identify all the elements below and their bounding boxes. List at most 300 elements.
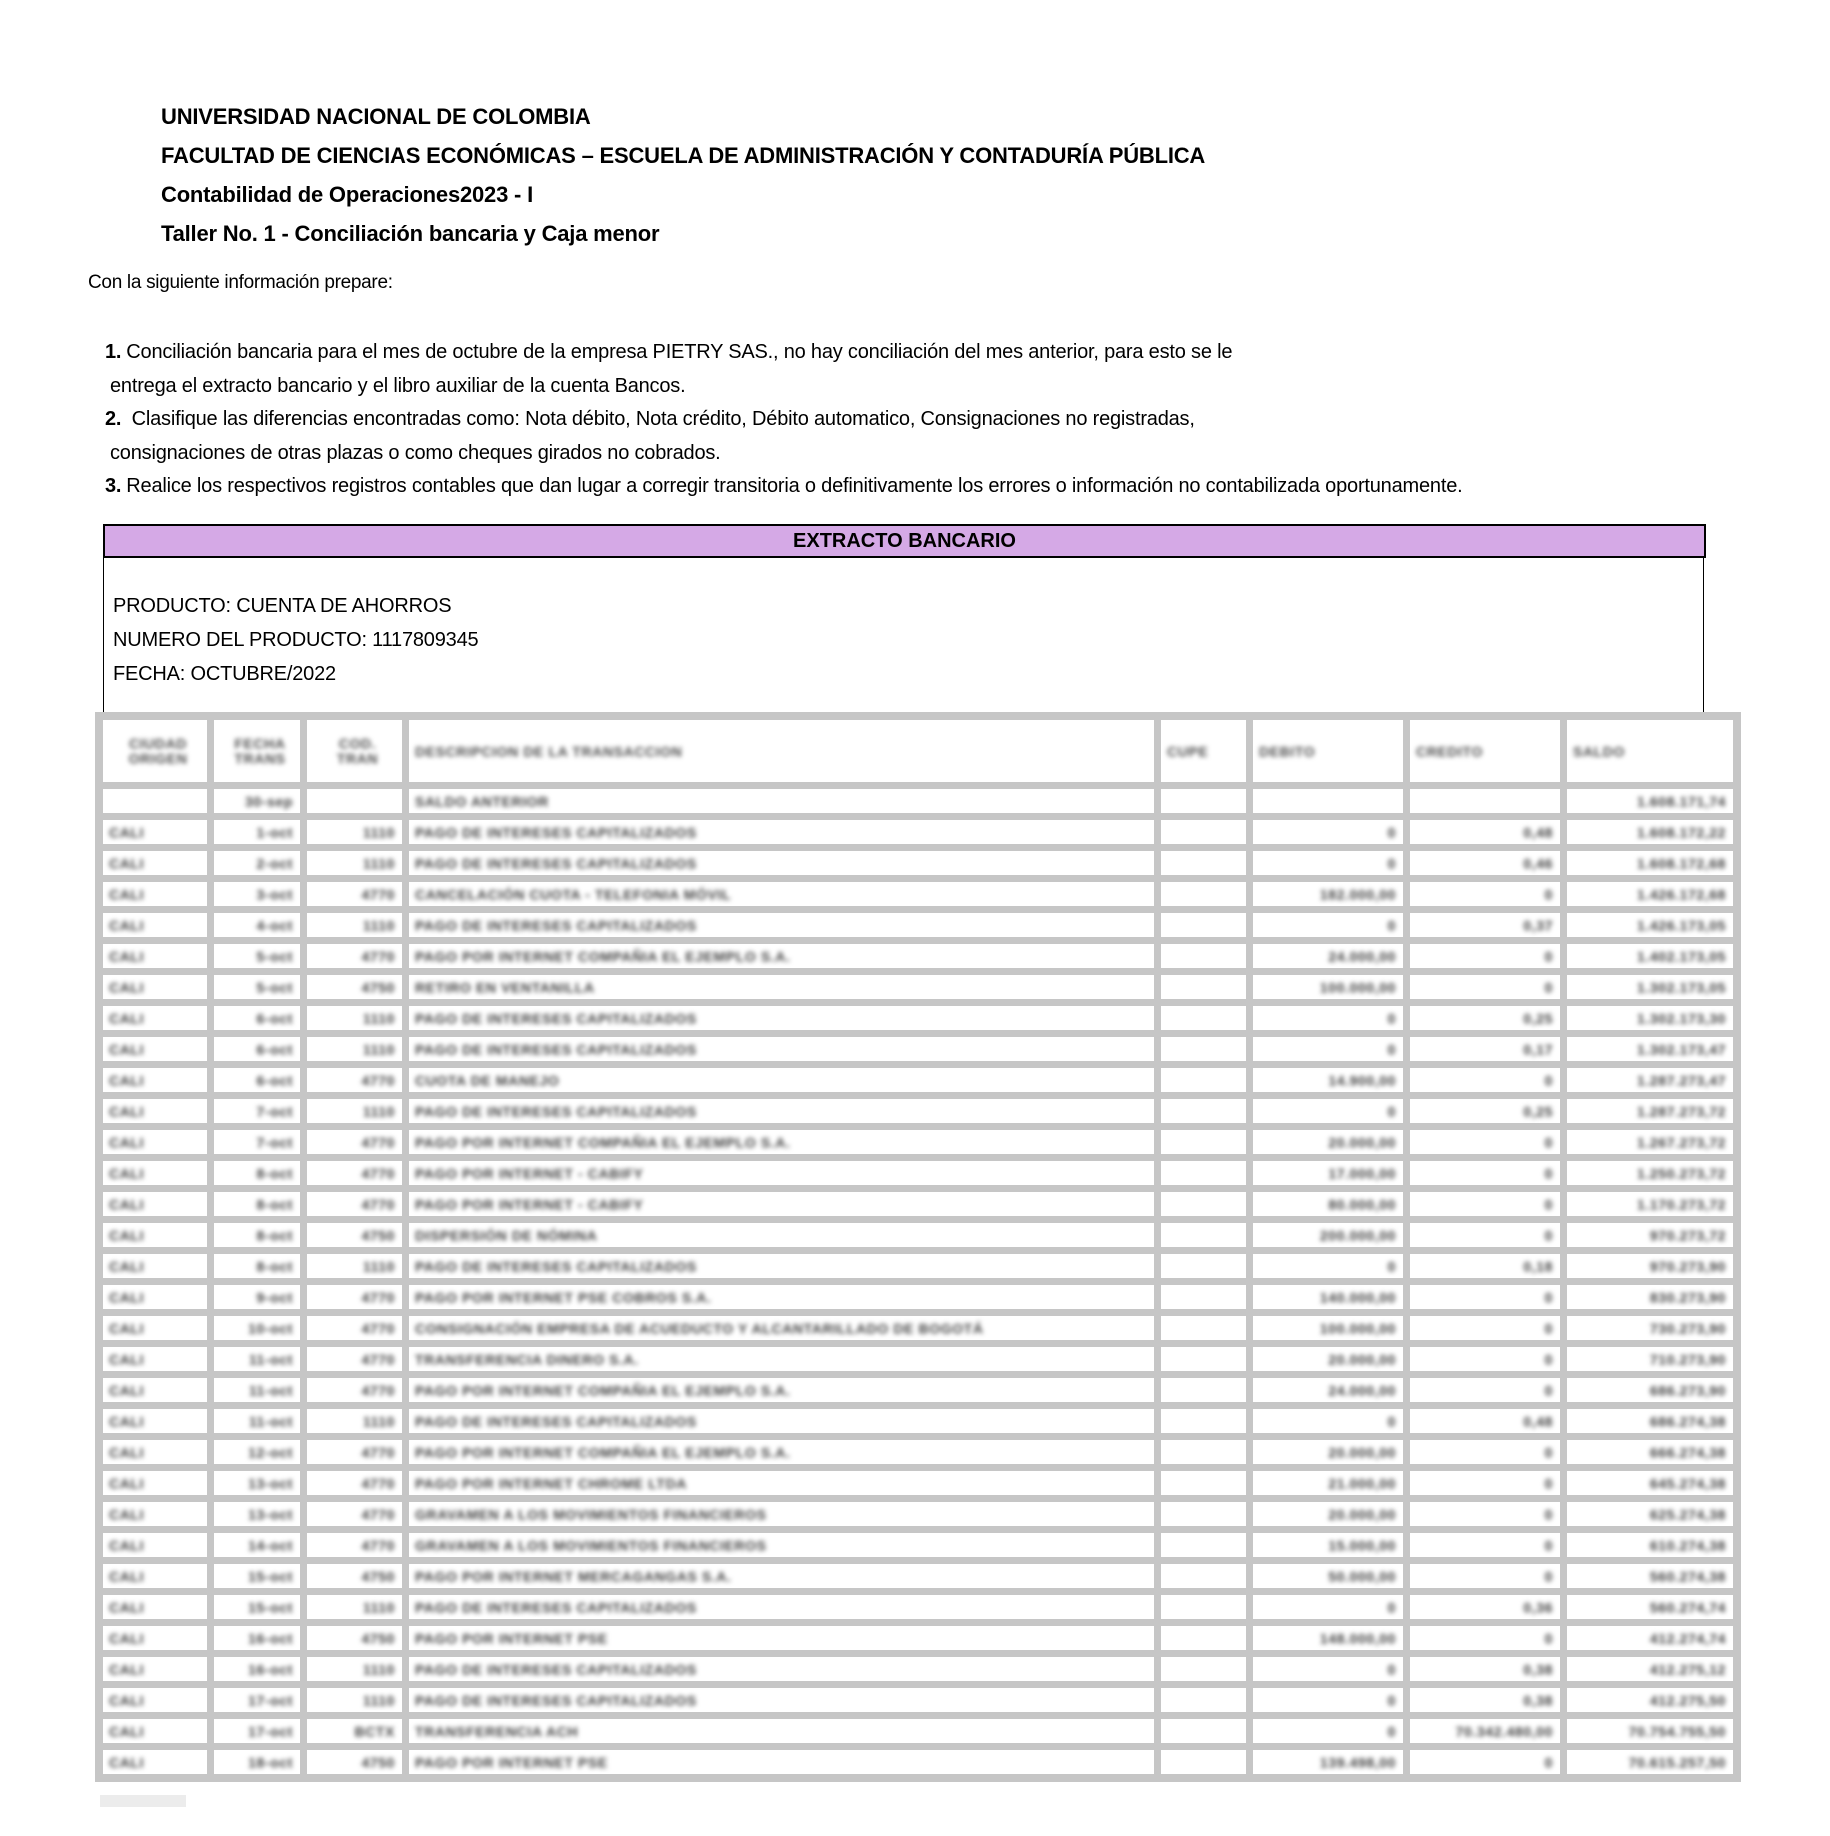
cell-saldo: 1.250.273,72 xyxy=(1567,1161,1733,1185)
cell-cupe xyxy=(1161,1719,1246,1743)
university-title: UNIVERSIDAD NACIONAL DE COLOMBIA xyxy=(161,104,591,129)
document-header xyxy=(161,104,1205,260)
cell-credito xyxy=(1410,789,1560,813)
table-row xyxy=(103,1533,1733,1557)
cell-debito: 0 xyxy=(1253,1657,1403,1681)
cell-cupe xyxy=(1161,1099,1246,1123)
cell-saldo: 1.608.172,68 xyxy=(1567,851,1733,875)
cell-fecha: 11-oct xyxy=(214,1378,300,1402)
cell-credito: 0,38 xyxy=(1410,1657,1560,1681)
cell-fecha: 11-oct xyxy=(214,1409,300,1433)
cell-debito: 21.000,00 xyxy=(1253,1471,1403,1495)
cell-ciudad: CALI xyxy=(103,851,207,875)
cell-fecha: 17-oct xyxy=(214,1719,300,1743)
cell-cod: 4750 xyxy=(307,1750,402,1774)
cell-saldo: 1.426.173,05 xyxy=(1567,913,1733,937)
table-body xyxy=(103,789,1733,1774)
cell-cod: 4770 xyxy=(307,1068,402,1092)
cell-saldo: 1.302.173,30 xyxy=(1567,1006,1733,1030)
cell-cupe xyxy=(1161,1533,1246,1557)
cell-cupe xyxy=(1161,1688,1246,1712)
cell-credito: 0,46 xyxy=(1410,851,1560,875)
cell-cupe xyxy=(1161,1471,1246,1495)
cell-descripcion: GRAVAMEN A LOS MOVIMIENTOS FINANCIEROS xyxy=(409,1502,1154,1526)
cell-saldo: 666.274,38 xyxy=(1567,1440,1733,1464)
cell-cupe xyxy=(1161,975,1246,999)
cell-cod: 1110 xyxy=(307,1006,402,1030)
cell-cupe xyxy=(1161,1068,1246,1092)
table-row xyxy=(103,1006,1733,1030)
cell-fecha: 8-oct xyxy=(214,1223,300,1247)
header-cod-tran: COD. TRAN xyxy=(307,720,402,782)
artifact-smudge xyxy=(100,1795,186,1807)
header-descripcion: DESCRIPCION DE LA TRANSACCION xyxy=(409,720,1154,782)
cell-credito: 0 xyxy=(1410,1192,1560,1216)
cell-saldo: 970.273,90 xyxy=(1567,1254,1733,1278)
cell-ciudad: CALI xyxy=(103,1471,207,1495)
cell-credito: 0 xyxy=(1410,1068,1560,1092)
table-row xyxy=(103,1440,1733,1464)
cell-credito: 0 xyxy=(1410,882,1560,906)
cell-cupe xyxy=(1161,1440,1246,1464)
cell-cod: 1110 xyxy=(307,1657,402,1681)
cell-descripcion: TRANSFERENCIA ACH xyxy=(409,1719,1154,1743)
cell-credito: 0 xyxy=(1410,1223,1560,1247)
instruction-line xyxy=(105,403,1705,437)
cell-fecha: 16-oct xyxy=(214,1626,300,1650)
cell-descripcion: PAGO DE INTERESES CAPITALIZADOS xyxy=(409,1688,1154,1712)
cell-cod: 1110 xyxy=(307,1254,402,1278)
cell-cod: 4770 xyxy=(307,1471,402,1495)
cell-credito: 70.342.480,00 xyxy=(1410,1719,1560,1743)
cell-cod: 1110 xyxy=(307,1595,402,1619)
cell-debito: 139.498,00 xyxy=(1253,1750,1403,1774)
cell-saldo: 1.170.273,72 xyxy=(1567,1192,1733,1216)
cell-cupe xyxy=(1161,1161,1246,1185)
cell-cupe xyxy=(1161,1285,1246,1309)
cell-cupe xyxy=(1161,882,1246,906)
cell-ciudad: CALI xyxy=(103,1502,207,1526)
course-title: Contabilidad de Operaciones2023 - I xyxy=(161,182,533,207)
cell-credito: 0,25 xyxy=(1410,1099,1560,1123)
cell-cod: 1110 xyxy=(307,1037,402,1061)
cell-cod: 4750 xyxy=(307,1564,402,1588)
cell-credito: 0 xyxy=(1410,1564,1560,1588)
cell-credito: 0 xyxy=(1410,1440,1560,1464)
cell-ciudad: CALI xyxy=(103,1564,207,1588)
table-row xyxy=(103,944,1733,968)
cell-credito: 0 xyxy=(1410,1285,1560,1309)
table-row xyxy=(103,1378,1733,1402)
cell-debito: 0 xyxy=(1253,1006,1403,1030)
cell-ciudad: CALI xyxy=(103,1533,207,1557)
instruction-text: Realice los respectivos registros contables que dan lugar a corregir transitoria o definitivamente los errores o información no contabilizada oportunamente. xyxy=(126,475,1463,497)
cell-descripcion: PAGO DE INTERESES CAPITALIZADOS xyxy=(409,1254,1154,1278)
cell-cod: 4770 xyxy=(307,1502,402,1526)
cell-saldo: 970.273,72 xyxy=(1567,1223,1733,1247)
cell-debito: 20.000,00 xyxy=(1253,1347,1403,1371)
cell-cupe xyxy=(1161,1626,1246,1650)
cell-saldo: 1.302.173,05 xyxy=(1567,975,1733,999)
cell-cupe xyxy=(1161,1254,1246,1278)
instruction-number: 3. xyxy=(105,475,122,497)
cell-ciudad: CALI xyxy=(103,975,207,999)
cell-cod: 4750 xyxy=(307,975,402,999)
cell-debito: 0 xyxy=(1253,1409,1403,1433)
extracto-bancario-banner xyxy=(103,524,1706,558)
cell-descripcion: DISPERSIÓN DE NÓMINA xyxy=(409,1223,1154,1247)
cell-descripcion: PAGO DE INTERESES CAPITALIZADOS xyxy=(409,851,1154,875)
table-row xyxy=(103,1254,1733,1278)
cell-fecha: 14-oct xyxy=(214,1533,300,1557)
cell-debito: 24.000,00 xyxy=(1253,1378,1403,1402)
cell-saldo: 70.615.257,50 xyxy=(1567,1750,1733,1774)
cell-fecha: 6-oct xyxy=(214,1006,300,1030)
cell-cupe xyxy=(1161,1037,1246,1061)
cell-ciudad: CALI xyxy=(103,1750,207,1774)
table-row xyxy=(103,1223,1733,1247)
cell-descripcion: PAGO DE INTERESES CAPITALIZADOS xyxy=(409,913,1154,937)
cell-fecha: 15-oct xyxy=(214,1564,300,1588)
cell-debito: 0 xyxy=(1253,913,1403,937)
cell-cupe xyxy=(1161,851,1246,875)
cell-credito: 0,25 xyxy=(1410,1006,1560,1030)
cell-fecha: 12-oct xyxy=(214,1440,300,1464)
cell-debito: 0 xyxy=(1253,851,1403,875)
instructions-list xyxy=(105,336,1705,504)
table-row xyxy=(103,1750,1733,1774)
cell-cupe xyxy=(1161,1750,1246,1774)
instruction-line xyxy=(105,437,1705,471)
cell-debito: 0 xyxy=(1253,1099,1403,1123)
cell-credito: 0 xyxy=(1410,1161,1560,1185)
cell-fecha: 10-oct xyxy=(214,1316,300,1340)
cell-fecha: 5-oct xyxy=(214,975,300,999)
cell-cod: 1110 xyxy=(307,820,402,844)
cell-descripcion: PAGO DE INTERESES CAPITALIZADOS xyxy=(409,1595,1154,1619)
cell-debito: 100.000,00 xyxy=(1253,1316,1403,1340)
cell-cod: 4770 xyxy=(307,1378,402,1402)
extracto-bancario-title: EXTRACTO BANCARIO xyxy=(793,529,1016,552)
cell-saldo: 560.274,74 xyxy=(1567,1595,1733,1619)
cell-saldo: 560.274,38 xyxy=(1567,1564,1733,1588)
cell-cupe xyxy=(1161,1316,1246,1340)
cell-saldo: 1.402.173,05 xyxy=(1567,944,1733,968)
cell-descripcion: TRANSFERENCIA DINERO S.A. xyxy=(409,1347,1154,1371)
cell-descripcion: PAGO POR INTERNET - CABIFY xyxy=(409,1192,1154,1216)
table-row xyxy=(103,789,1733,813)
instruction-text: Conciliación bancaria para el mes de octubre de la empresa PIETRY SAS., no hay conciliación del mes anterior, para esto se le xyxy=(126,341,1233,363)
table-row xyxy=(103,820,1733,844)
table-row xyxy=(103,913,1733,937)
table-row xyxy=(103,1285,1733,1309)
cell-credito: 0 xyxy=(1410,1626,1560,1650)
cell-descripcion: PAGO DE INTERESES CAPITALIZADOS xyxy=(409,1409,1154,1433)
cell-credito: 0,38 xyxy=(1410,1688,1560,1712)
table-row xyxy=(103,1192,1733,1216)
cell-saldo: 625.274,38 xyxy=(1567,1502,1733,1526)
cell-descripcion: PAGO POR INTERNET MERCAGANGAS S.A. xyxy=(409,1564,1154,1588)
cell-debito: 24.000,00 xyxy=(1253,944,1403,968)
cell-cupe xyxy=(1161,1409,1246,1433)
cell-ciudad xyxy=(103,789,207,813)
cell-ciudad: CALI xyxy=(103,1006,207,1030)
header-fecha-trans: FECHA TRANS xyxy=(214,720,300,782)
cell-ciudad: CALI xyxy=(103,1347,207,1371)
cell-ciudad: CALI xyxy=(103,1657,207,1681)
table-row xyxy=(103,1409,1733,1433)
cell-ciudad: CALI xyxy=(103,1254,207,1278)
cell-descripcion: PAGO POR INTERNET COMPAÑIA EL EJEMPLO S.A. xyxy=(409,1440,1154,1464)
cell-descripcion: PAGO POR INTERNET COMPAÑIA EL EJEMPLO S.A. xyxy=(409,944,1154,968)
cell-ciudad: CALI xyxy=(103,1595,207,1619)
numero-producto-line: NUMERO DEL PRODUCTO: 1117809345 xyxy=(113,629,479,651)
cell-saldo: 1.287.273,47 xyxy=(1567,1068,1733,1092)
cell-credito: 0 xyxy=(1410,1471,1560,1495)
cell-fecha: 6-oct xyxy=(214,1037,300,1061)
cell-cod: 1110 xyxy=(307,851,402,875)
table-row xyxy=(103,1626,1733,1650)
cell-debito: 20.000,00 xyxy=(1253,1440,1403,1464)
cell-descripcion: PAGO DE INTERESES CAPITALIZADOS xyxy=(409,1037,1154,1061)
fecha-line: FECHA: OCTUBRE/2022 xyxy=(113,663,336,685)
cell-cod: 4770 xyxy=(307,882,402,906)
cell-cod: 1110 xyxy=(307,1688,402,1712)
cell-saldo: 1.426.172,68 xyxy=(1567,882,1733,906)
instruction-text: entrega el extracto bancario y el libro auxiliar de la cuenta Bancos. xyxy=(110,374,686,397)
cell-credito: 0 xyxy=(1410,1502,1560,1526)
cell-cod: 4770 xyxy=(307,1285,402,1309)
cell-saldo: 1.287.273,72 xyxy=(1567,1099,1733,1123)
cell-credito: 0,48 xyxy=(1410,1409,1560,1433)
cell-fecha: 11-oct xyxy=(214,1347,300,1371)
cell-descripcion: RETIRO EN VENTANILLA xyxy=(409,975,1154,999)
cell-fecha: 2-oct xyxy=(214,851,300,875)
producto-line: PRODUCTO: CUENTA DE AHORROS xyxy=(113,595,452,617)
cell-credito: 0,48 xyxy=(1410,820,1560,844)
cell-cupe xyxy=(1161,1657,1246,1681)
table-row xyxy=(103,975,1733,999)
table-row xyxy=(103,851,1733,875)
cell-saldo: 412.275,50 xyxy=(1567,1688,1733,1712)
cell-cod: 4750 xyxy=(307,1626,402,1650)
instruction-text: consignaciones de otras plazas o como cheques girados no cobrados. xyxy=(110,441,721,464)
cell-descripcion: PAGO DE INTERESES CAPITALIZADOS xyxy=(409,1657,1154,1681)
cell-descripcion: PAGO DE INTERESES CAPITALIZADOS xyxy=(409,1099,1154,1123)
cell-fecha: 1-oct xyxy=(214,820,300,844)
cell-ciudad: CALI xyxy=(103,1285,207,1309)
cell-debito: 20.000,00 xyxy=(1253,1130,1403,1154)
cell-fecha: 16-oct xyxy=(214,1657,300,1681)
cell-cupe xyxy=(1161,1595,1246,1619)
cell-descripcion: PAGO POR INTERNET PSE xyxy=(409,1750,1154,1774)
bank-statement-table xyxy=(95,712,1741,1782)
cell-descripcion: PAGO POR INTERNET - CABIFY xyxy=(409,1161,1154,1185)
cell-debito xyxy=(1253,789,1403,813)
cell-saldo: 686.273,90 xyxy=(1567,1378,1733,1402)
header-ciudad-origen: CIUDAD ORIGEN xyxy=(103,720,207,782)
table-row xyxy=(103,1595,1733,1619)
cell-cod: 1110 xyxy=(307,1099,402,1123)
cell-debito: 80.000,00 xyxy=(1253,1192,1403,1216)
cell-cod xyxy=(307,789,402,813)
cell-cod: 4770 xyxy=(307,1192,402,1216)
table-row xyxy=(103,1471,1733,1495)
cell-fecha: 15-oct xyxy=(214,1595,300,1619)
cell-cupe xyxy=(1161,789,1246,813)
instruction-number: 1. xyxy=(105,341,122,363)
table-row xyxy=(103,1161,1733,1185)
cell-debito: 0 xyxy=(1253,1719,1403,1743)
table-row xyxy=(103,1502,1733,1526)
table-row xyxy=(103,1099,1733,1123)
cell-ciudad: CALI xyxy=(103,1688,207,1712)
cell-cupe xyxy=(1161,1564,1246,1588)
cell-saldo: 830.273,90 xyxy=(1567,1285,1733,1309)
instruction-number: 2. xyxy=(105,408,122,430)
cell-saldo: 1.302.173,47 xyxy=(1567,1037,1733,1061)
cell-cupe xyxy=(1161,944,1246,968)
cell-cod: 4770 xyxy=(307,1533,402,1557)
instruction-text: Clasifique las diferencias encontradas como: Nota débito, Nota crédito, Débito automatico, Consignaciones no registradas, xyxy=(126,408,1195,430)
cell-credito: 0 xyxy=(1410,1750,1560,1774)
cell-ciudad: CALI xyxy=(103,913,207,937)
cell-credito: 0 xyxy=(1410,1316,1560,1340)
cell-ciudad: CALI xyxy=(103,1440,207,1464)
table-row xyxy=(103,1068,1733,1092)
cell-cod: 4750 xyxy=(307,1223,402,1247)
cell-saldo: 412.274,74 xyxy=(1567,1626,1733,1650)
cell-cupe xyxy=(1161,913,1246,937)
cell-fecha: 5-oct xyxy=(214,944,300,968)
cell-debito: 17.000,00 xyxy=(1253,1161,1403,1185)
cell-descripcion: PAGO DE INTERESES CAPITALIZADOS xyxy=(409,820,1154,844)
table-row xyxy=(103,882,1733,906)
header-cupe: CUPE xyxy=(1161,720,1246,782)
cell-cod: BCTX xyxy=(307,1719,402,1743)
cell-cupe xyxy=(1161,1502,1246,1526)
cell-fecha: 18-oct xyxy=(214,1750,300,1774)
cell-fecha: 7-oct xyxy=(214,1099,300,1123)
cell-ciudad: CALI xyxy=(103,1409,207,1433)
cell-debito: 20.000,00 xyxy=(1253,1502,1403,1526)
table-row xyxy=(103,1719,1733,1743)
cell-descripcion: CONSIGNACIÓN EMPRESA DE ACUEDUCTO Y ALCANTARILLADO DE BOGOTÁ xyxy=(409,1316,1154,1340)
cell-credito: 0 xyxy=(1410,1130,1560,1154)
instruction-line xyxy=(105,470,1705,504)
cell-saldo: 645.274,38 xyxy=(1567,1471,1733,1495)
cell-ciudad: CALI xyxy=(103,1719,207,1743)
cell-cupe xyxy=(1161,1192,1246,1216)
table-row xyxy=(103,1316,1733,1340)
cell-debito: 0 xyxy=(1253,1254,1403,1278)
cell-ciudad: CALI xyxy=(103,1192,207,1216)
cell-cupe xyxy=(1161,1223,1246,1247)
cell-cupe xyxy=(1161,1347,1246,1371)
header-credito: CREDITO xyxy=(1410,720,1560,782)
cell-fecha: 8-oct xyxy=(214,1192,300,1216)
cell-cod: 4770 xyxy=(307,944,402,968)
cell-fecha: 9-oct xyxy=(214,1285,300,1309)
table-header-row xyxy=(103,720,1733,782)
cell-cupe xyxy=(1161,1130,1246,1154)
cell-saldo: 1.608.172,22 xyxy=(1567,820,1733,844)
cell-saldo: 1.608.171,74 xyxy=(1567,789,1733,813)
cell-credito: 0 xyxy=(1410,944,1560,968)
cell-descripcion: CUOTA DE MANEJO xyxy=(409,1068,1154,1092)
cell-ciudad: CALI xyxy=(103,1378,207,1402)
cell-fecha: 4-oct xyxy=(214,913,300,937)
cell-fecha: 8-oct xyxy=(214,1254,300,1278)
cell-cod: 1110 xyxy=(307,913,402,937)
cell-saldo: 686.274,38 xyxy=(1567,1409,1733,1433)
table-row xyxy=(103,1688,1733,1712)
cell-credito: 0,37 xyxy=(1410,913,1560,937)
cell-cod: 4770 xyxy=(307,1440,402,1464)
cell-fecha: 8-oct xyxy=(214,1161,300,1185)
cell-saldo: 710.273,90 xyxy=(1567,1347,1733,1371)
cell-saldo: 412.275,12 xyxy=(1567,1657,1733,1681)
cell-debito: 14.900,00 xyxy=(1253,1068,1403,1092)
cell-fecha: 30-sep xyxy=(214,789,300,813)
cell-ciudad: CALI xyxy=(103,882,207,906)
cell-credito: 0,18 xyxy=(1410,1254,1560,1278)
cell-credito: 0 xyxy=(1410,1347,1560,1371)
cell-debito: 50.000,00 xyxy=(1253,1564,1403,1588)
cell-credito: 0 xyxy=(1410,975,1560,999)
cell-debito: 100.000,00 xyxy=(1253,975,1403,999)
cell-cod: 1110 xyxy=(307,1409,402,1433)
cell-fecha: 7-oct xyxy=(214,1130,300,1154)
cell-ciudad: CALI xyxy=(103,1161,207,1185)
cell-descripcion: PAGO POR INTERNET PSE xyxy=(409,1626,1154,1650)
cell-cod: 4770 xyxy=(307,1161,402,1185)
cell-credito: 0 xyxy=(1410,1378,1560,1402)
cell-descripcion: SALDO ANTERIOR xyxy=(409,789,1154,813)
cell-descripcion: CANCELACIÓN CUOTA - TELEFONIA MÓVIL xyxy=(409,882,1154,906)
cell-debito: 200.000,00 xyxy=(1253,1223,1403,1247)
cell-saldo: 730.273,90 xyxy=(1567,1316,1733,1340)
cell-saldo: 1.267.273,72 xyxy=(1567,1130,1733,1154)
cell-debito: 15.000,00 xyxy=(1253,1533,1403,1557)
cell-cod: 4770 xyxy=(307,1316,402,1340)
header-debito: DEBITO xyxy=(1253,720,1403,782)
cell-cupe xyxy=(1161,820,1246,844)
cell-ciudad: CALI xyxy=(103,944,207,968)
cell-descripcion: GRAVAMEN A LOS MOVIMIENTOS FINANCIEROS xyxy=(409,1533,1154,1557)
product-info-box xyxy=(103,558,1704,712)
table-row xyxy=(103,1657,1733,1681)
header-saldo: SALDO xyxy=(1567,720,1733,782)
cell-ciudad: CALI xyxy=(103,1099,207,1123)
cell-debito: 0 xyxy=(1253,820,1403,844)
cell-descripcion: PAGO POR INTERNET COMPAÑIA EL EJEMPLO S.A. xyxy=(409,1378,1154,1402)
cell-fecha: 17-oct xyxy=(214,1688,300,1712)
cell-ciudad: CALI xyxy=(103,820,207,844)
cell-fecha: 3-oct xyxy=(214,882,300,906)
cell-debito: 140.000,00 xyxy=(1253,1285,1403,1309)
instruction-line xyxy=(105,370,1705,404)
cell-ciudad: CALI xyxy=(103,1223,207,1247)
cell-saldo: 70.754.755,50 xyxy=(1567,1719,1733,1743)
cell-debito: 0 xyxy=(1253,1595,1403,1619)
cell-descripcion: PAGO DE INTERESES CAPITALIZADOS xyxy=(409,1006,1154,1030)
cell-debito: 148.000,00 xyxy=(1253,1626,1403,1650)
cell-saldo: 610.274,38 xyxy=(1567,1533,1733,1557)
table-row xyxy=(103,1347,1733,1371)
instruction-line xyxy=(105,336,1705,370)
cell-cupe xyxy=(1161,1006,1246,1030)
